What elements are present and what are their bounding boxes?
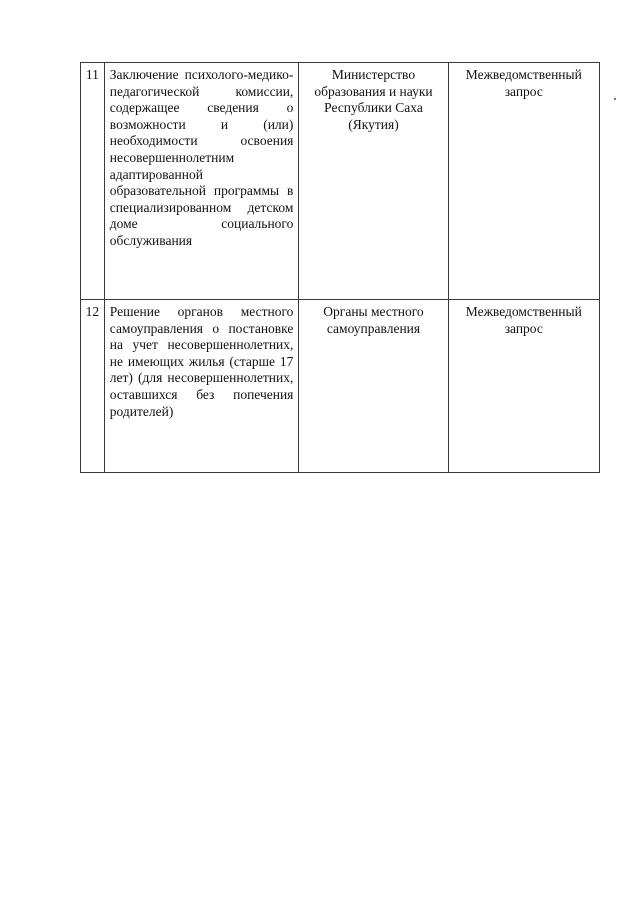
issuing-organization: Органы местного самоуправления	[299, 300, 448, 473]
issuing-organization: Министерство образования и науки Республики Саха (Якутия)	[299, 63, 448, 300]
documents-table	[80, 62, 600, 473]
scan-speck	[614, 98, 616, 100]
row-number: 12	[81, 300, 105, 473]
table-row	[81, 63, 600, 300]
document-description: Решение органов местного самоуправления о постановке на учет несовершеннолетних, не имеющих жилья (старше 17 лет) (для несовершеннолетних, оставшихся без попечения родителей)	[104, 300, 299, 473]
request-method: Межведомственный запрос	[448, 300, 599, 473]
document-description: Заключение психолого-медико-педагогической комиссии, содержащее сведения о возможности и (или) необходимости освоения несовершеннолетним адаптированной образовательной программы в специализированном детском доме социального обслуживания	[104, 63, 299, 300]
row-number: 11	[81, 63, 105, 300]
request-method: Межведомственный запрос	[448, 63, 599, 300]
table-row	[81, 300, 600, 473]
